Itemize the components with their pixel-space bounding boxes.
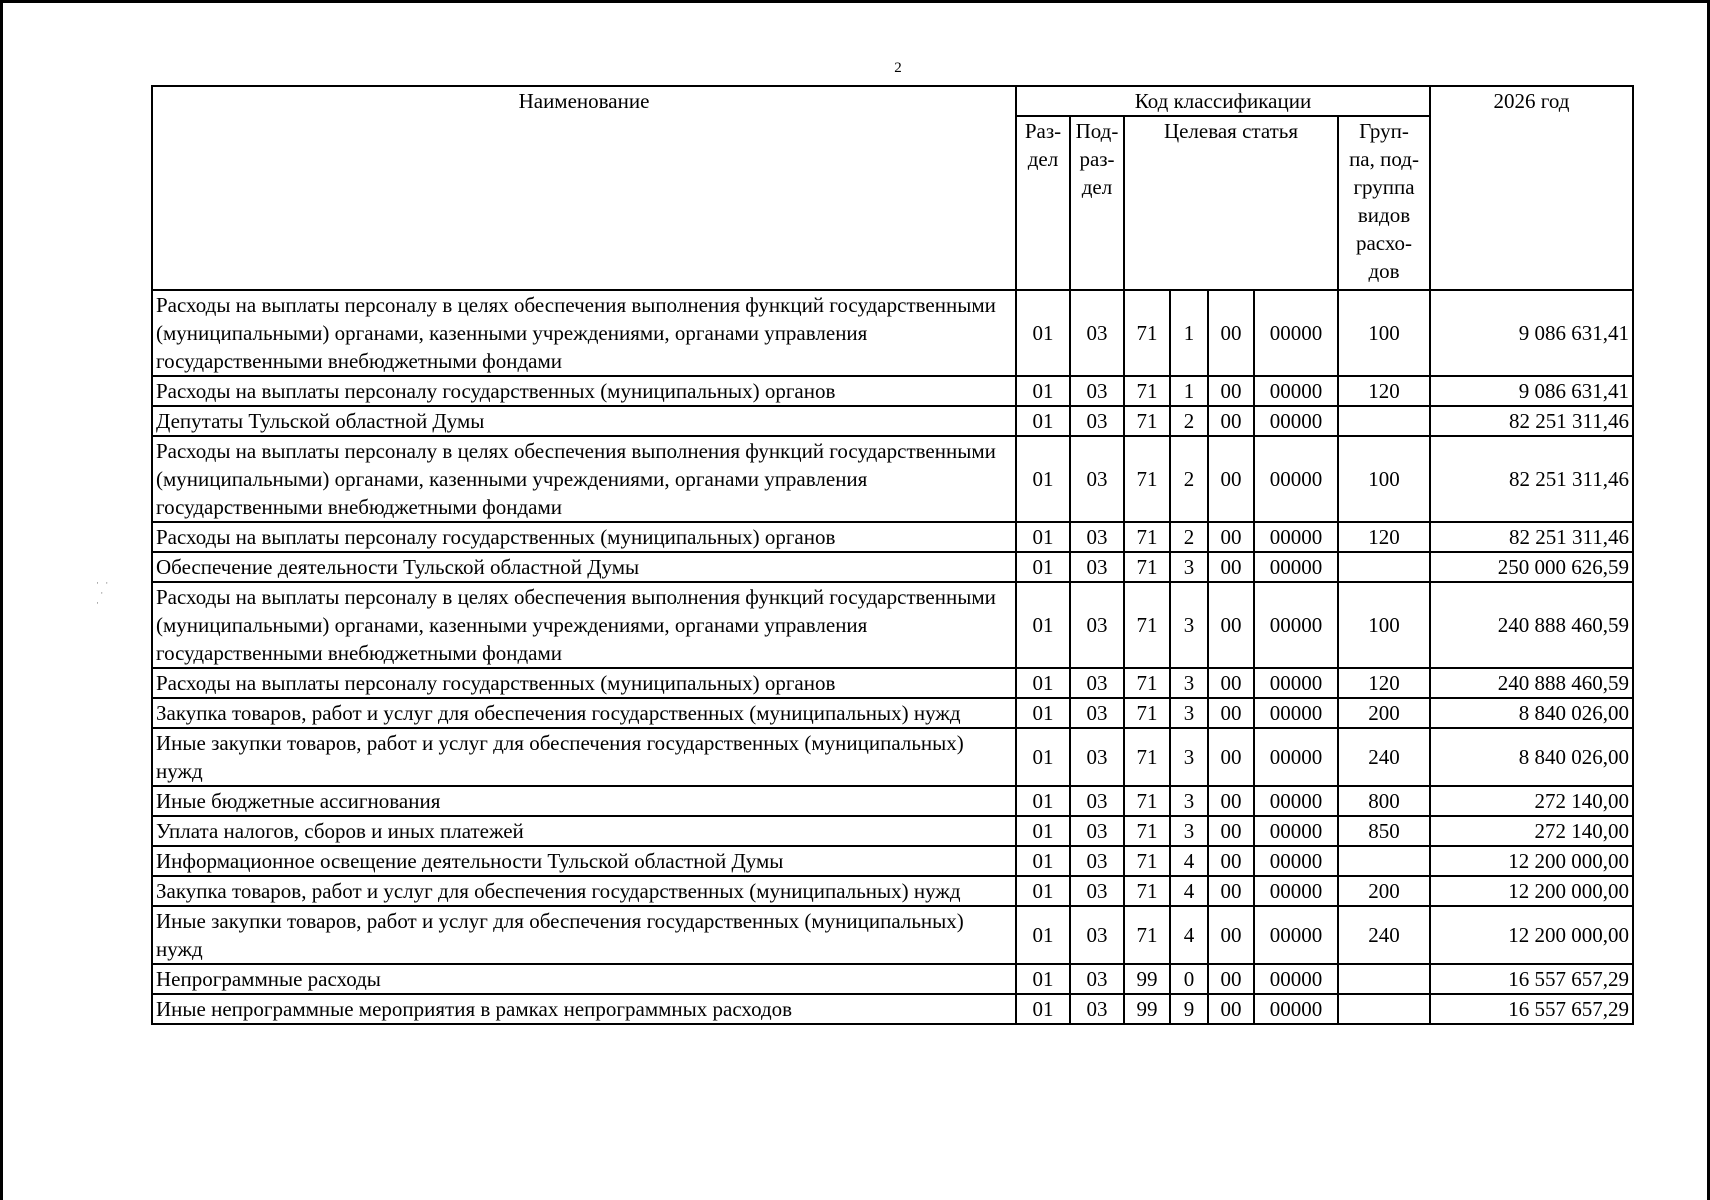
cell-subsection: 03	[1070, 290, 1124, 376]
cell-expense-group: 100	[1338, 582, 1430, 668]
cell-amount: 82 251 311,46	[1430, 522, 1633, 552]
cell-target-subprogram: 4	[1170, 876, 1208, 906]
table-row	[152, 994, 1633, 1024]
cell-section: 01	[1016, 994, 1070, 1024]
cell-expense-group	[1338, 846, 1430, 876]
cell-name: Расходы на выплаты персоналу государственных (муниципальных) органов	[152, 522, 1016, 552]
cell-name: Закупка товаров, работ и услуг для обеспечения государственных (муниципальных) нужд	[152, 876, 1016, 906]
cell-target-program: 71	[1124, 582, 1170, 668]
cell-amount: 9 086 631,41	[1430, 290, 1633, 376]
cell-target-subprogram: 2	[1170, 406, 1208, 436]
cell-expense-group: 200	[1338, 876, 1430, 906]
table-row	[152, 786, 1633, 816]
header-year: 2026 год	[1430, 86, 1633, 290]
cell-target-direction: 00	[1208, 994, 1254, 1024]
cell-section: 01	[1016, 906, 1070, 964]
cell-target-subprogram: 2	[1170, 436, 1208, 522]
cell-name: Иные закупки товаров, работ и услуг для обеспечения государственных (муниципальных) нужд	[152, 906, 1016, 964]
cell-target-direction: 00	[1208, 376, 1254, 406]
cell-section: 01	[1016, 290, 1070, 376]
cell-subsection: 03	[1070, 786, 1124, 816]
cell-amount: 82 251 311,46	[1430, 406, 1633, 436]
cell-target-direction: 00	[1208, 846, 1254, 876]
cell-name: Расходы на выплаты персоналу государственных (муниципальных) органов	[152, 376, 1016, 406]
cell-target-direction: 00	[1208, 522, 1254, 552]
cell-name: Информационное освещение деятельности Тульской областной Думы	[152, 846, 1016, 876]
cell-subsection: 03	[1070, 552, 1124, 582]
table-body	[152, 290, 1633, 1024]
cell-target-subprogram: 1	[1170, 376, 1208, 406]
cell-section: 01	[1016, 522, 1070, 552]
cell-subsection: 03	[1070, 436, 1124, 522]
cell-target-program: 71	[1124, 668, 1170, 698]
margin-marks: · · · ·	[96, 578, 111, 608]
cell-section: 01	[1016, 728, 1070, 786]
cell-expense-group: 800	[1338, 786, 1430, 816]
cell-name: Иные бюджетные ассигнования	[152, 786, 1016, 816]
cell-subsection: 03	[1070, 816, 1124, 846]
cell-target-direction: 00	[1208, 816, 1254, 846]
cell-amount: 9 086 631,41	[1430, 376, 1633, 406]
cell-target-direction: 00	[1208, 964, 1254, 994]
cell-subsection: 03	[1070, 668, 1124, 698]
cell-section: 01	[1016, 406, 1070, 436]
cell-section: 01	[1016, 698, 1070, 728]
cell-section: 01	[1016, 582, 1070, 668]
cell-section: 01	[1016, 786, 1070, 816]
cell-target-code: 00000	[1254, 994, 1338, 1024]
cell-amount: 240 888 460,59	[1430, 668, 1633, 698]
cell-target-program: 71	[1124, 786, 1170, 816]
cell-amount: 8 840 026,00	[1430, 698, 1633, 728]
header-subsection: Под- раз- дел	[1070, 116, 1124, 290]
cell-target-subprogram: 3	[1170, 668, 1208, 698]
cell-target-subprogram: 3	[1170, 552, 1208, 582]
table-row	[152, 290, 1633, 376]
cell-subsection: 03	[1070, 906, 1124, 964]
cell-section: 01	[1016, 436, 1070, 522]
cell-target-direction: 00	[1208, 668, 1254, 698]
cell-target-direction: 00	[1208, 436, 1254, 522]
cell-target-direction: 00	[1208, 698, 1254, 728]
cell-target-direction: 00	[1208, 552, 1254, 582]
cell-target-code: 00000	[1254, 786, 1338, 816]
cell-expense-group: 120	[1338, 522, 1430, 552]
cell-section: 01	[1016, 816, 1070, 846]
table-row	[152, 698, 1633, 728]
header-row-top	[152, 86, 1633, 116]
cell-name: Уплата налогов, сборов и иных платежей	[152, 816, 1016, 846]
cell-section: 01	[1016, 376, 1070, 406]
cell-target-direction: 00	[1208, 290, 1254, 376]
cell-target-direction: 00	[1208, 876, 1254, 906]
header-expense-group: Груп- па, под- группа видов расхо- дов	[1338, 116, 1430, 290]
cell-name: Непрограммные расходы	[152, 964, 1016, 994]
table-row	[152, 522, 1633, 552]
cell-expense-group: 100	[1338, 290, 1430, 376]
cell-section: 01	[1016, 876, 1070, 906]
cell-target-subprogram: 4	[1170, 906, 1208, 964]
cell-amount: 8 840 026,00	[1430, 728, 1633, 786]
cell-target-subprogram: 9	[1170, 994, 1208, 1024]
cell-subsection: 03	[1070, 964, 1124, 994]
cell-expense-group: 120	[1338, 376, 1430, 406]
cell-target-code: 00000	[1254, 406, 1338, 436]
cell-name: Расходы на выплаты персоналу в целях обеспечения выполнения функций государственными (муниципальными) органами, казенными учреждениями, органами управления государственными внебюджетными фондами	[152, 436, 1016, 522]
cell-target-program: 99	[1124, 994, 1170, 1024]
cell-target-subprogram: 3	[1170, 698, 1208, 728]
cell-target-code: 00000	[1254, 728, 1338, 786]
cell-target-subprogram: 3	[1170, 816, 1208, 846]
cell-target-subprogram: 1	[1170, 290, 1208, 376]
cell-target-code: 00000	[1254, 290, 1338, 376]
cell-amount: 272 140,00	[1430, 786, 1633, 816]
cell-subsection: 03	[1070, 846, 1124, 876]
cell-section: 01	[1016, 668, 1070, 698]
cell-target-code: 00000	[1254, 376, 1338, 406]
page-number: 2	[894, 60, 902, 76]
table-row	[152, 846, 1633, 876]
cell-expense-group: 100	[1338, 436, 1430, 522]
cell-target-subprogram: 3	[1170, 582, 1208, 668]
cell-section: 01	[1016, 846, 1070, 876]
cell-name: Закупка товаров, работ и услуг для обеспечения государственных (муниципальных) нужд	[152, 698, 1016, 728]
cell-section: 01	[1016, 552, 1070, 582]
table-row	[152, 816, 1633, 846]
cell-target-subprogram: 3	[1170, 728, 1208, 786]
cell-name: Иные закупки товаров, работ и услуг для обеспечения государственных (муниципальных) нужд	[152, 728, 1016, 786]
table-row	[152, 376, 1633, 406]
cell-subsection: 03	[1070, 876, 1124, 906]
cell-target-program: 71	[1124, 552, 1170, 582]
cell-amount: 240 888 460,59	[1430, 582, 1633, 668]
cell-target-code: 00000	[1254, 876, 1338, 906]
cell-target-program: 71	[1124, 906, 1170, 964]
cell-target-code: 00000	[1254, 582, 1338, 668]
cell-target-code: 00000	[1254, 816, 1338, 846]
budget-table	[151, 85, 1634, 1025]
cell-target-code: 00000	[1254, 668, 1338, 698]
table-row	[152, 964, 1633, 994]
cell-expense-group: 240	[1338, 906, 1430, 964]
cell-target-program: 71	[1124, 846, 1170, 876]
cell-target-code: 00000	[1254, 964, 1338, 994]
cell-target-program: 71	[1124, 816, 1170, 846]
cell-subsection: 03	[1070, 698, 1124, 728]
cell-target-program: 71	[1124, 376, 1170, 406]
cell-expense-group	[1338, 994, 1430, 1024]
cell-amount: 272 140,00	[1430, 816, 1633, 846]
cell-target-subprogram: 0	[1170, 964, 1208, 994]
cell-subsection: 03	[1070, 376, 1124, 406]
cell-target-subprogram: 4	[1170, 846, 1208, 876]
cell-amount: 12 200 000,00	[1430, 876, 1633, 906]
cell-target-code: 00000	[1254, 846, 1338, 876]
cell-expense-group	[1338, 552, 1430, 582]
cell-target-direction: 00	[1208, 906, 1254, 964]
header-section: Раз- дел	[1016, 116, 1070, 290]
header-name: Наименование	[152, 86, 1016, 290]
cell-amount: 12 200 000,00	[1430, 846, 1633, 876]
cell-subsection: 03	[1070, 994, 1124, 1024]
cell-target-subprogram: 2	[1170, 522, 1208, 552]
cell-name: Депутаты Тульской областной Думы	[152, 406, 1016, 436]
cell-name: Расходы на выплаты персоналу в целях обеспечения выполнения функций государственными (муниципальными) органами, казенными учреждениями, органами управления государственными внебюджетными фондами	[152, 290, 1016, 376]
cell-target-direction: 00	[1208, 406, 1254, 436]
cell-target-program: 71	[1124, 876, 1170, 906]
cell-target-code: 00000	[1254, 906, 1338, 964]
cell-name: Обеспечение деятельности Тульской областной Думы	[152, 552, 1016, 582]
cell-expense-group: 120	[1338, 668, 1430, 698]
cell-target-program: 71	[1124, 436, 1170, 522]
cell-target-direction: 00	[1208, 728, 1254, 786]
table-row	[152, 728, 1633, 786]
cell-subsection: 03	[1070, 728, 1124, 786]
cell-subsection: 03	[1070, 522, 1124, 552]
cell-amount: 12 200 000,00	[1430, 906, 1633, 964]
header-target-article: Целевая статья	[1124, 116, 1338, 290]
cell-expense-group: 850	[1338, 816, 1430, 846]
header-classification-code: Код классификации	[1016, 86, 1430, 116]
table-row	[152, 582, 1633, 668]
cell-name: Расходы на выплаты персоналу государственных (муниципальных) органов	[152, 668, 1016, 698]
cell-amount: 250 000 626,59	[1430, 552, 1633, 582]
cell-target-direction: 00	[1208, 786, 1254, 816]
cell-target-code: 00000	[1254, 436, 1338, 522]
cell-expense-group	[1338, 406, 1430, 436]
cell-target-code: 00000	[1254, 552, 1338, 582]
table-row	[152, 876, 1633, 906]
cell-section: 01	[1016, 964, 1070, 994]
cell-target-program: 71	[1124, 522, 1170, 552]
table-row	[152, 552, 1633, 582]
cell-expense-group	[1338, 964, 1430, 994]
cell-amount: 16 557 657,29	[1430, 964, 1633, 994]
cell-subsection: 03	[1070, 582, 1124, 668]
cell-expense-group: 240	[1338, 728, 1430, 786]
cell-name: Иные непрограммные мероприятия в рамках непрограммных расходов	[152, 994, 1016, 1024]
cell-target-direction: 00	[1208, 582, 1254, 668]
cell-target-program: 71	[1124, 406, 1170, 436]
cell-target-program: 71	[1124, 698, 1170, 728]
table-row	[152, 436, 1633, 522]
table-row	[152, 406, 1633, 436]
cell-target-code: 00000	[1254, 698, 1338, 728]
cell-target-program: 71	[1124, 728, 1170, 786]
cell-name: Расходы на выплаты персоналу в целях обеспечения выполнения функций государственными (муниципальными) органами, казенными учреждениями, органами управления государственными внебюджетными фондами	[152, 582, 1016, 668]
cell-subsection: 03	[1070, 406, 1124, 436]
cell-amount: 82 251 311,46	[1430, 436, 1633, 522]
table-row	[152, 668, 1633, 698]
cell-target-program: 71	[1124, 290, 1170, 376]
cell-target-program: 99	[1124, 964, 1170, 994]
table-row	[152, 906, 1633, 964]
cell-target-code: 00000	[1254, 522, 1338, 552]
cell-target-subprogram: 3	[1170, 786, 1208, 816]
cell-expense-group: 200	[1338, 698, 1430, 728]
cell-amount: 16 557 657,29	[1430, 994, 1633, 1024]
